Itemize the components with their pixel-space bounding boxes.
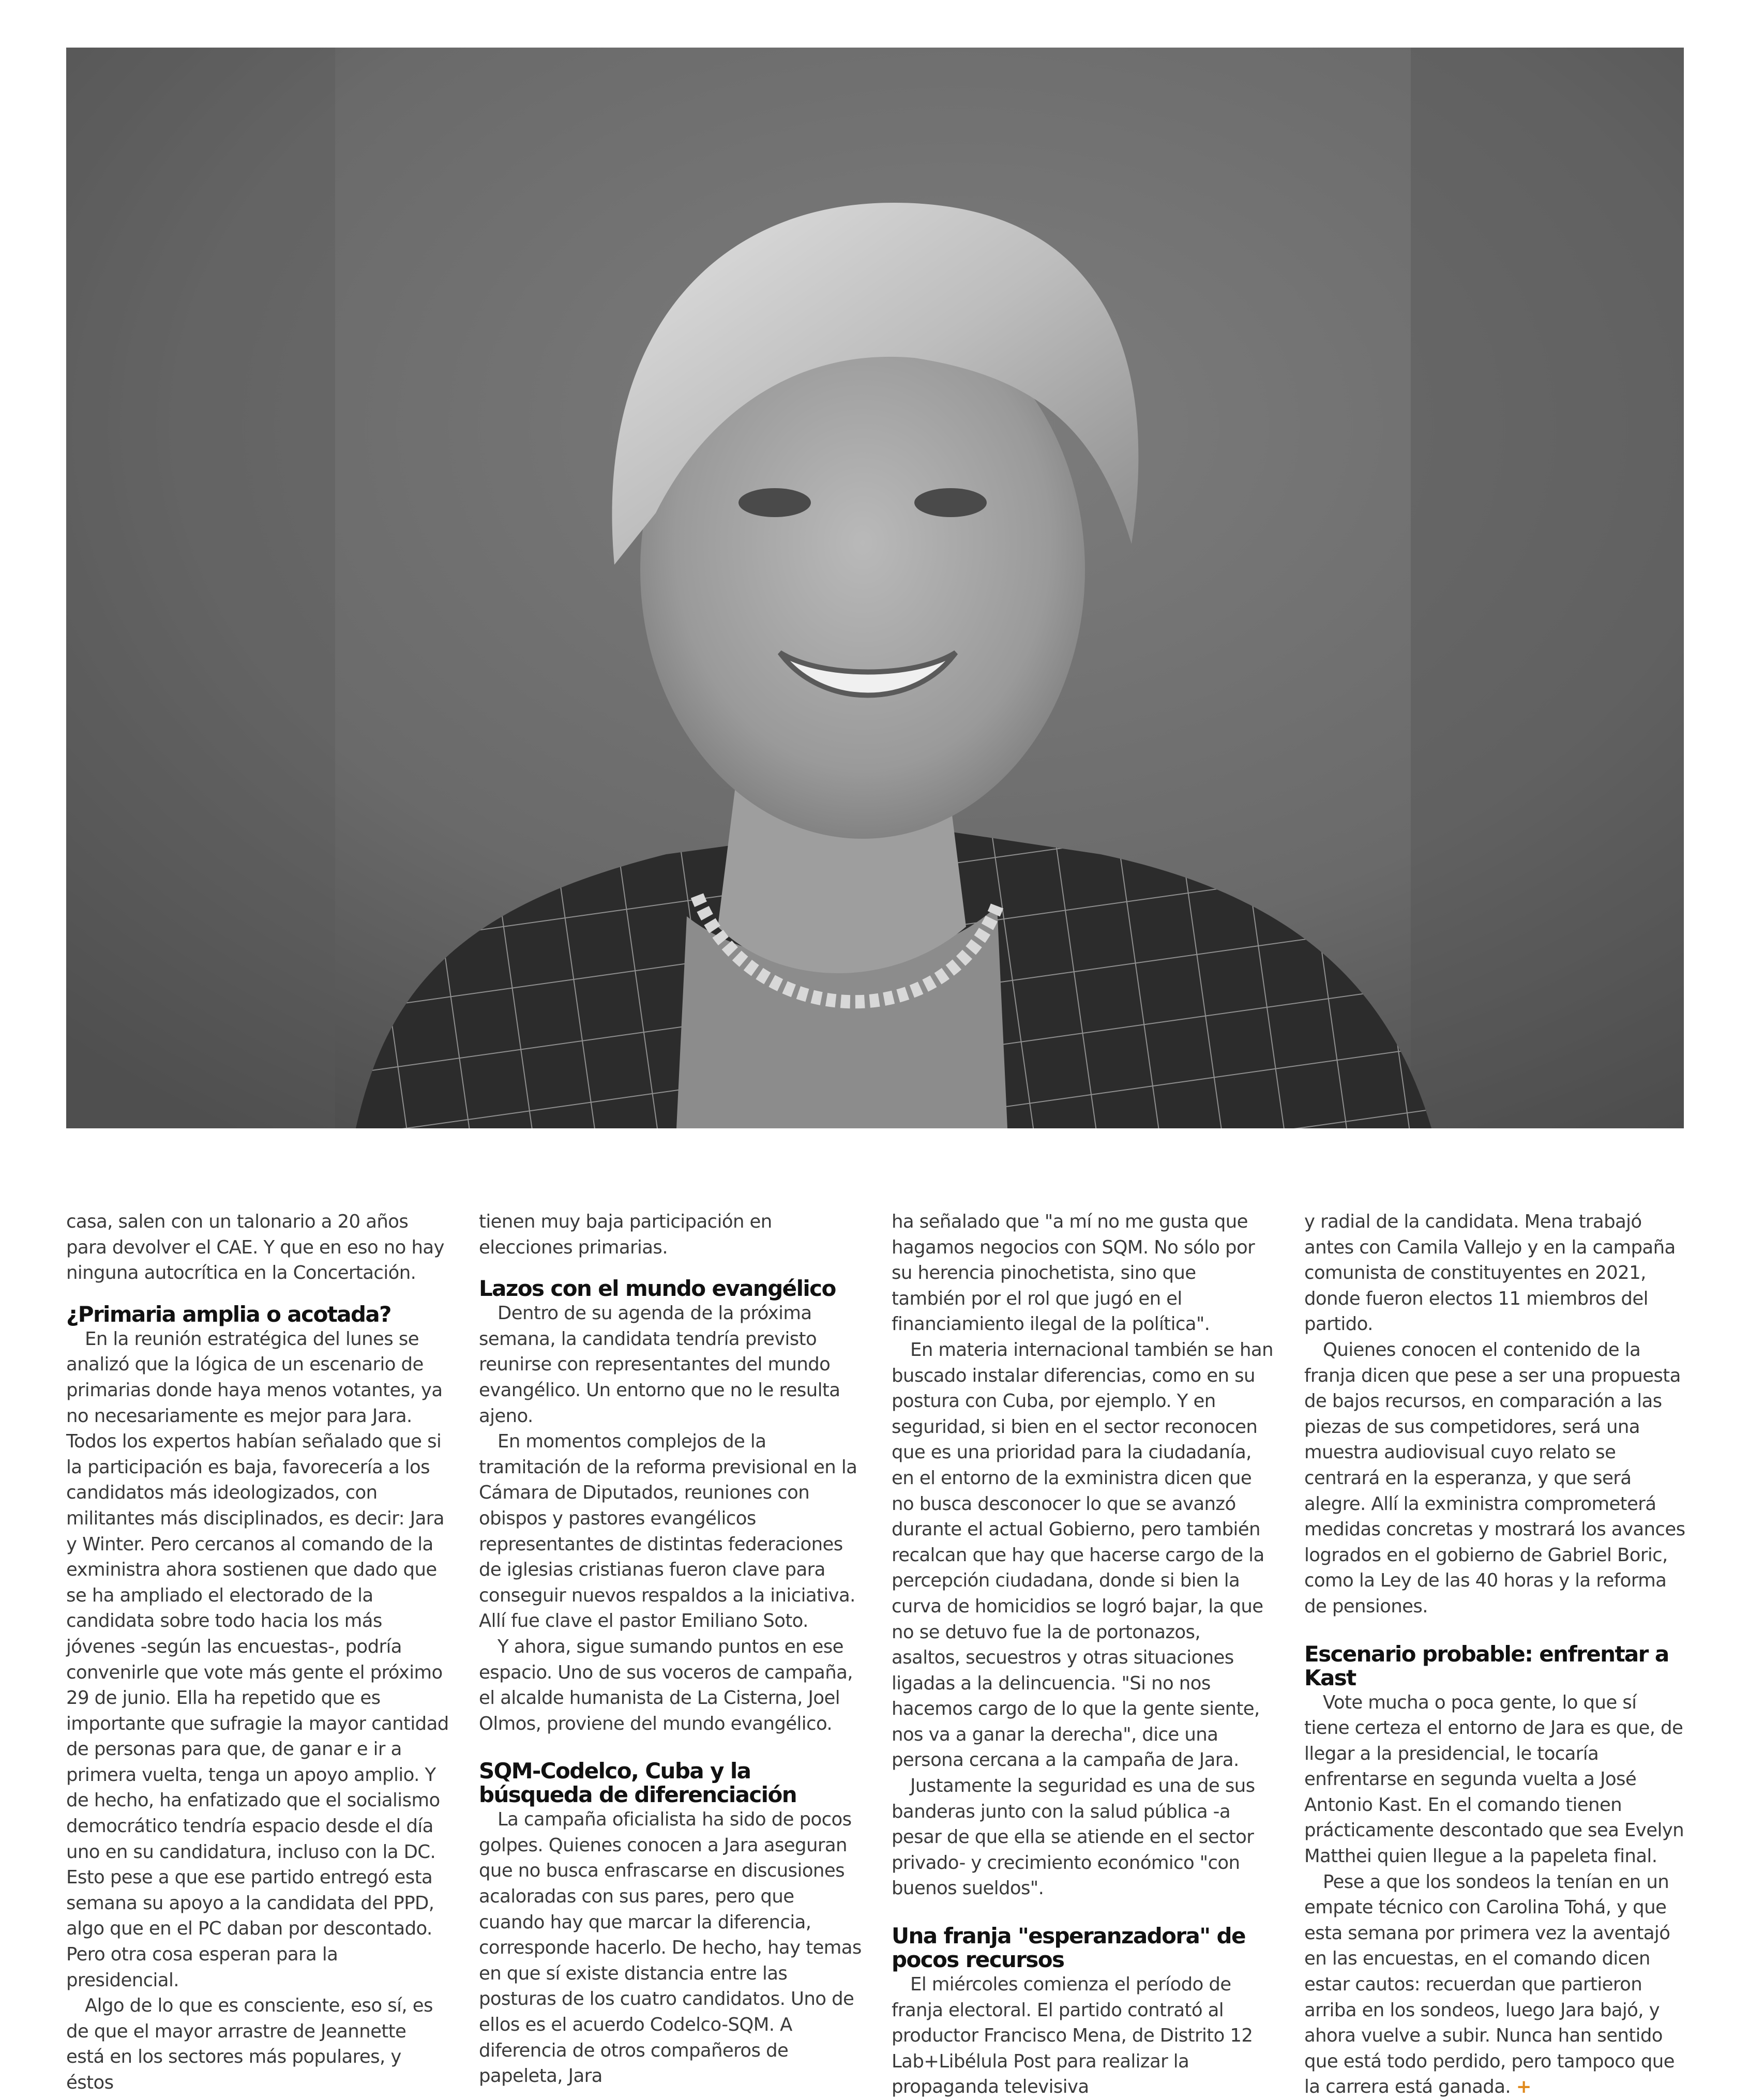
paragraph: Algo de lo que es consciente, eso sí, es de que el mayor arrastre de Jeannette está en los sectores más populares, y éstos: [66, 1995, 433, 2093]
end-mark-plus: +: [1516, 2076, 1531, 2098]
paragraph: y radial de la candidata. Mena trabajó antes con Camila Vallejo y en la campaña comunista de constituyentes en 2021, donde fueron electos 11 miembros del partido.: [1304, 1211, 1676, 1335]
paragraph: Y ahora, sigue sumando puntos en ese espacio. Uno de sus voceros de campaña, el alcalde humanista de La Cisterna, Joel Olmos, proviene del mundo evangélico.: [479, 1636, 853, 1734]
paragraph-text: Pese a que los sondeos la tenían en un empate técnico con Carolina Tohá, y que esta semana por primera vez la aventajó en las encuestas, en el comando dicen estar cautos: recuerdan que partieron arriba en los sondeos, luego Jara bajó, y ahora vuelve a subir. Nunca han sentido que está todo perdido, pero tampoco que la carrera está ganada.: [1304, 1871, 1675, 2098]
portrait-illustration: [66, 48, 1684, 1128]
paragraph: tienen muy baja participación en elecciones primarias.: [479, 1211, 772, 1258]
paragraph: El miércoles comienza el período de franja electoral. El partido contrató al productor Francisco Mena, de Distrito 12 Lab+Libélula Post para realizar la propaganda televisiva: [892, 1974, 1253, 2098]
paragraph: En momentos complejos de la tramitación de la reforma previsional en la Cámara de Diputados, reuniones con obispos y pastores evangélicos representantes de distintas federaciones de iglesias cristianas fueron clave para conseguir nuevos respaldos a la iniciativa. Allí fue clave el pastor Emiliano Soto.: [479, 1431, 857, 1632]
paragraph: Quienes conocen el contenido de la franja dicen que pese a ser una propuesta de bajos recursos, en comparación a las piezas de sus competidores, será una muestra audiovisual cuyo relato se centrará en la esperanza, y que será alegre. Allí la exministra comprometerá medidas concretas y mostrará los avances logrados en el gobierno de Gabriel Boric, como la Ley de las 40 horas y la reforma de pensiones.: [1304, 1339, 1685, 1617]
paragraph: Dentro de su agenda de la próxima semana, la candidata tendría previsto reunirse con representantes del mundo evangélico. Un entorno que no le resulta ajeno.: [479, 1303, 840, 1427]
section-heading-primaria: ¿Primaria amplia o acotada?: [66, 1301, 391, 1327]
section-heading-franja: Una franja "esperanzadora" de pocos recursos: [892, 1923, 1245, 1973]
paragraph: Justamente la seguridad es una de sus banderas junto con la salud pública -a pesar de que ella se atiende en el sector privado- y crecimiento económico "con buenos sueldos".: [892, 1775, 1255, 1899]
paragraph: En la reunión estratégica del lunes se analizó que la lógica de un escenario de primarias donde haya menos votantes, ya no necesariamente es mejor para Jara. Todos los expertos habían señalado que si la participación es baja, favorecería a los candidatos más ideologizados, con militantes más disciplinados, es decir: Jara y Winter. Pero cercanos al comando de la exministra ahora sostienen que dado que se ha ampliado el electorado de la candidata sobre todo hacia los más jóvenes -según las encuestas-, podría convenirle que vote más gente el próximo 29 de junio. Ella ha repetido que es importante que sufragie la mayor cantidad de personas para que, de ganar e ir a primera vuelta, tenga un apoyo amplio. Y de hecho, ha enfatizado que el socialismo democrático tendría espacio desde el día uno en su candidatura, incluso con la DC. Esto pese a que ese partido entregó esta semana su apoyo a la candidata del PPD, algo que en el PC daban por descontado. Pero otra cosa esperan para la presidencial.: [66, 1328, 449, 1991]
portrait-photo: [66, 48, 1684, 1128]
article-column-2: [479, 1209, 862, 2087]
section-heading-sqm: SQM-Codelco, Cuba y la búsqueda de diferenciación: [479, 1758, 797, 1808]
paragraph: ha señalado que "a mí no me gusta que hagamos negocios con SQM. No sólo por su herencia pinochetista, sino que también por el rol que jugó en el financiamiento ilegal de la política".: [892, 1211, 1255, 1335]
section-heading-lazos: Lazos con el mundo evangélico: [479, 1276, 836, 1302]
paragraph: casa, salen con un talonario a 20 años para devolver el CAE. Y que en eso no hay ninguna autocrítica en la Concertación.: [66, 1211, 444, 1284]
paragraph: En materia internacional también se han buscado instalar diferencias, como en su postura con Cuba, por ejemplo. Y en seguridad, si bien en el sector reconocen que es una prioridad para la ciudadanía, en el entorno de la exministra dicen que no busca desconocer lo que se avanzó durante el actual Gobierno, pero también recalcan que hay que hacerse cargo de la percepción ciudadana, donde si bien la curva de homicidios se logró bajar, la que no se detuvo fue la de portonazos, asaltos, secuestros y otras situaciones ligadas a la delincuencia. "Si no nos hacemos cargo de lo que la gente siente, nos va a ganar la derecha", dice una persona cercana a la campaña de Jara.: [892, 1339, 1273, 1771]
section-heading-kast: Escenario probable: enfrentar a Kast: [1304, 1641, 1669, 1690]
paragraph: La campaña oficialista ha sido de pocos golpes. Quienes conocen a Jara aseguran que no busca enfrascarse en discusiones acaloradas con sus pares, pero que cuando hay que marcar la diferencia, corresponde hacerlo. De hecho, hay temas en que sí existe distancia entre las posturas de los cuatro candidatos. Uno de ellos es el acuerdo Codelco-SQM. A diferencia de otros compañeros de papeleta, Jara: [479, 1809, 862, 2087]
paragraph: Vote mucha o poca gente, lo que sí tiene certeza el entorno de Jara es que, de llegar a la presidencial, le tocaría enfrentarse en segunda vuelta a José Antonio Kast. En el comando tienen prácticamente descontado que sea Evelyn Matthei quien llegue a la papeleta final.: [1304, 1691, 1684, 1867]
article-column-3: [892, 1209, 1274, 2098]
paragraph-final: [1304, 1869, 1687, 2100]
article-column-1: [66, 1209, 449, 2093]
article-column-4: [1304, 1209, 1687, 2098]
